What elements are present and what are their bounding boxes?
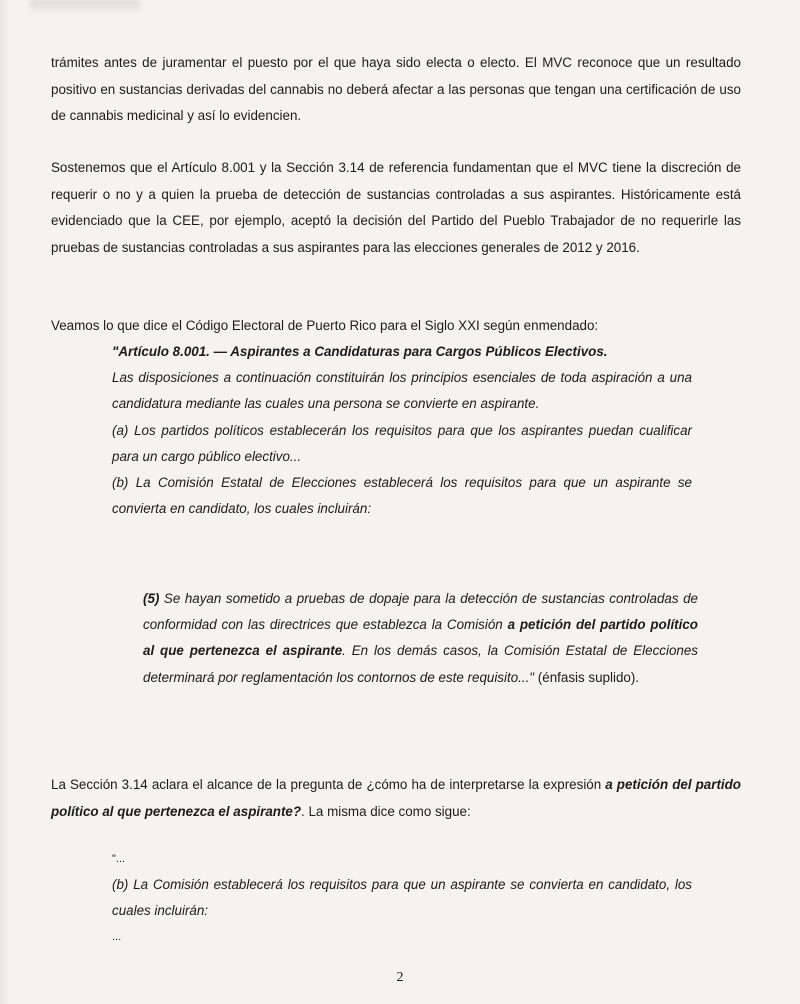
item-5-text1: Se hayan sometido a pruebas de dopaje para la detección de sustancias controladas de conformidad con las directrices que establezca la Comisión xyxy=(143,591,698,633)
paragraph4-end: . La misma dice como sigue: xyxy=(301,803,471,819)
page-number: 2 xyxy=(396,970,404,985)
quote2-opening: "... xyxy=(112,853,126,865)
item-5-text2: . En los demás casos, la Comisión Estatal de Elecciones determinará por reglamentación los contornos de este requisito..." xyxy=(143,643,698,685)
scan-header-smudge xyxy=(30,0,140,14)
item-5-number: (5) xyxy=(143,591,160,606)
quote2-item-b: (b) La Comisión establecerá los requisitos para que un aspirante se convierta en candidato, los cuales incluirán: xyxy=(112,877,692,919)
quote-item-a: (a) Los partidos políticos establecerán los requisitos para que los aspirantes puedan cualificar para un cargo público electivo... xyxy=(112,422,692,464)
quote2-ellipsis: ... xyxy=(112,931,122,944)
item-5-emphasis: a petición del partido político al que pertenezca el aspirante xyxy=(143,617,698,659)
scan-edge-shadow xyxy=(0,0,8,1004)
paragraph4-start: La Sección 3.14 aclara el alcance de la pregunta de ¿cómo ha de interpretarse la expresión xyxy=(51,777,602,792)
quote-heading: "Artículo 8.001. — Aspirantes a Candidaturas para Cargos Públicos Electivos. xyxy=(112,344,608,359)
paragraph-seccion-314 xyxy=(51,772,741,825)
paragraph-mvc-cannabis: trámites antes de juramentar el puesto por el que haya sido electa o electo. El MVC reconoce que un resultado positivo en sustancias derivadas del cannabis no deberá afectar a las personas que tengan una certificación de uso de cannabis medicinal y así lo evidencien. xyxy=(51,55,741,123)
paragraph-articulo-discrecion: Sostenemos que el Artículo 8.001 y la Sección 3.14 de referencia fundamentan que el MVC tiene la discreción de requerir o no y a quien la prueba de detección de sustancias controladas a sus aspirantes. Históricamente está evidenciado que la CEE, por ejemplo, aceptó la decisión del Partido del Pueblo Trabajador de no requerirle las pruebas de sustancias controladas a sus aspirantes para las elecciones generales de 2012 y 2016. xyxy=(51,160,741,255)
quote-item-b: (b) La Comisión Estatal de Elecciones establecerá los requisitos para que un aspirante se convierta en candidato, los cuales incluirán: xyxy=(112,475,692,517)
quote-item-5 xyxy=(143,586,698,691)
quote-articulo-8001 xyxy=(112,339,692,522)
quote-intro: Las disposiciones a continuación constituirán los principios esenciales de toda aspiración a una candidatura mediante las cuales una persona se convierte en aspirante. xyxy=(112,370,692,412)
item-5-note: (énfasis suplido). xyxy=(537,669,640,685)
paragraph-codigo-electoral-intro: Veamos lo que dice el Código Electoral de Puerto Rico para el Siglo XXI según enmendado: xyxy=(51,318,599,333)
paragraph4-emphasis: a petición del partido político al que pertenezca el aspirante? xyxy=(51,777,741,819)
quote-seccion-314 xyxy=(112,846,692,950)
item-5-paragraph xyxy=(143,586,698,691)
